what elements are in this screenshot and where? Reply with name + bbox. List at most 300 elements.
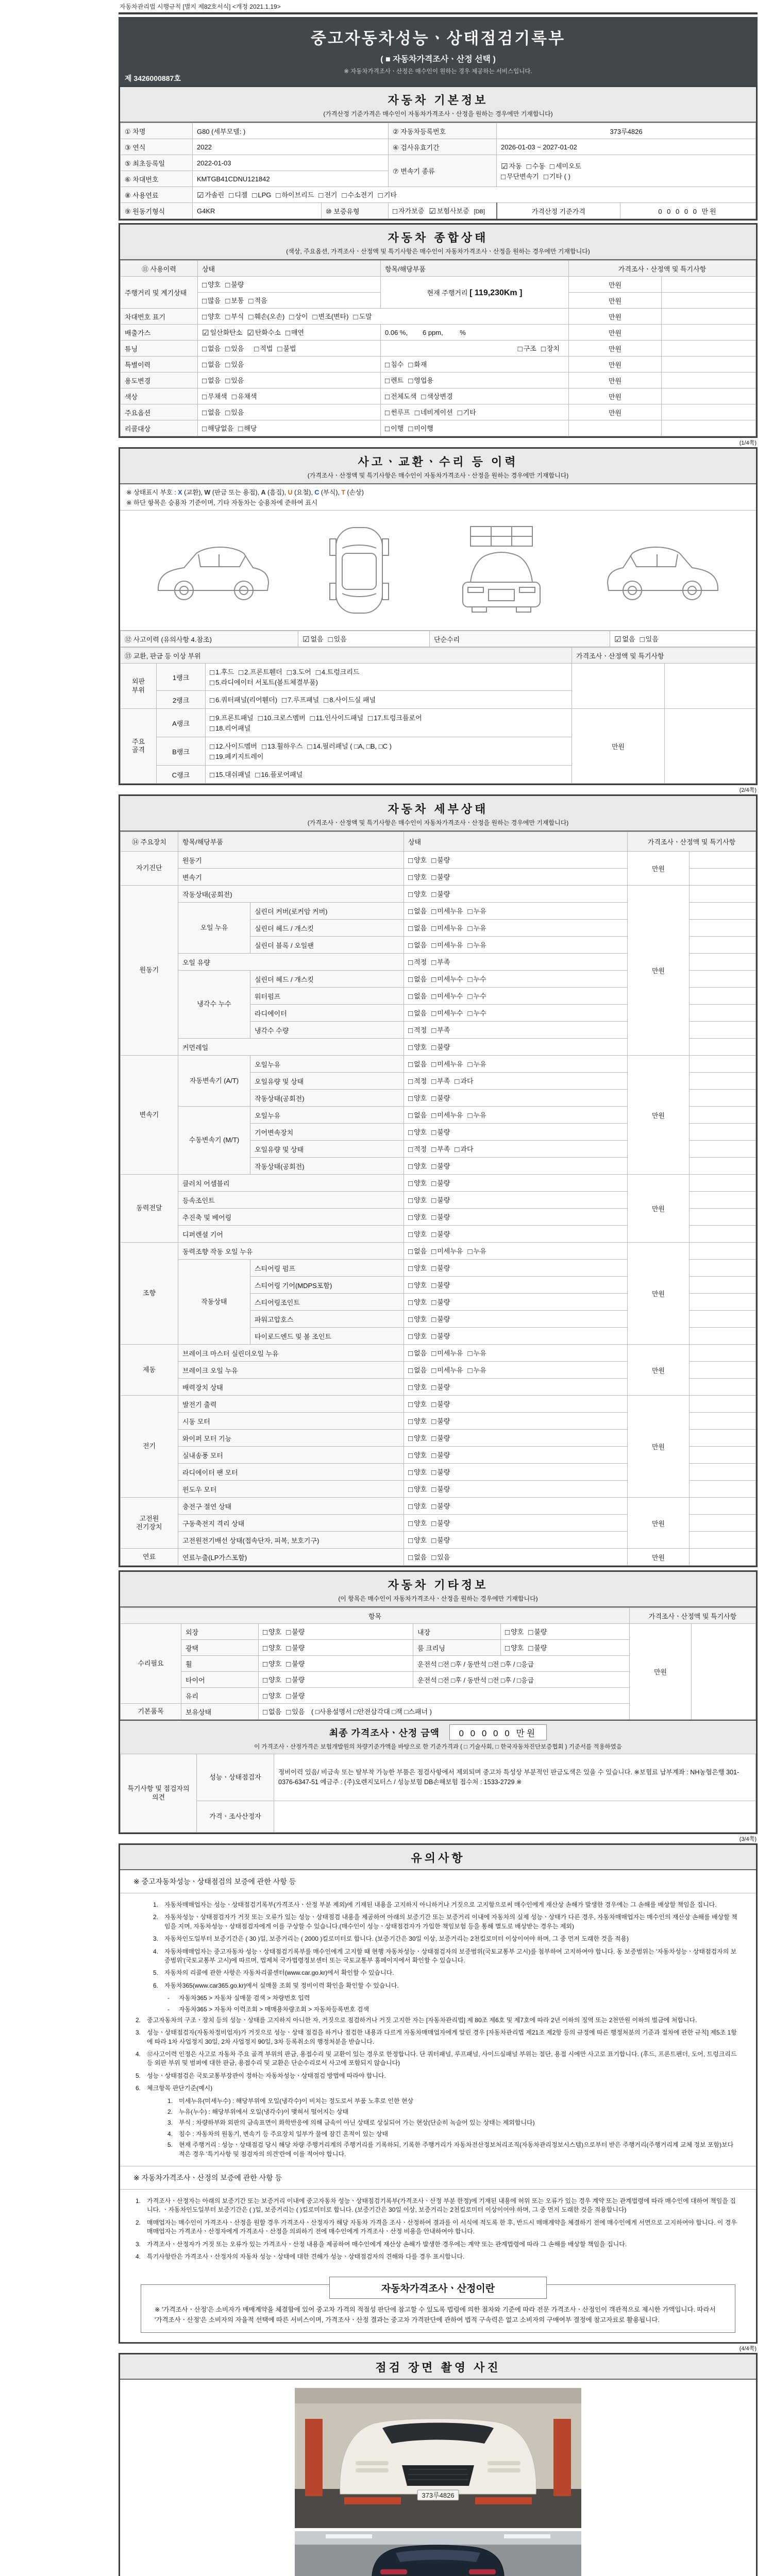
- checkbox-icon[interactable]: □: [431, 1553, 436, 1562]
- checkbox-icon[interactable]: □: [318, 191, 324, 200]
- checkbox-icon[interactable]: □: [455, 1145, 460, 1154]
- checkbox-option[interactable]: [501, 162, 522, 170]
- checkbox-option[interactable]: [316, 668, 360, 676]
- checkbox-option[interactable]: [541, 345, 560, 352]
- checkbox-option[interactable]: [467, 1349, 486, 1357]
- checkbox-icon[interactable]: □: [408, 958, 413, 967]
- checkbox-icon[interactable]: □: [431, 924, 436, 933]
- checkbox-option[interactable]: [431, 1434, 450, 1442]
- checkbox-icon[interactable]: □: [263, 1628, 268, 1637]
- checkbox-icon[interactable]: □: [276, 191, 281, 200]
- checkbox-option[interactable]: [431, 1060, 463, 1068]
- checkbox-icon[interactable]: □: [408, 924, 413, 933]
- checkbox-icon[interactable]: □: [231, 393, 237, 401]
- checkbox-option[interactable]: [254, 345, 273, 352]
- checkbox-option[interactable]: [408, 1162, 427, 1170]
- checkbox-icon[interactable]: □: [467, 1009, 473, 1018]
- checkbox-option[interactable]: [202, 393, 227, 400]
- checkbox-icon[interactable]: □: [225, 345, 230, 353]
- checkbox-option[interactable]: [285, 329, 304, 336]
- checkbox-icon[interactable]: □: [225, 377, 230, 385]
- checkbox-icon[interactable]: □: [467, 1060, 473, 1069]
- checkbox-icon[interactable]: □: [263, 1676, 268, 1685]
- checkbox-icon[interactable]: □: [408, 992, 413, 1001]
- checkbox-option[interactable]: [232, 393, 257, 400]
- checkbox-icon[interactable]: □: [431, 992, 436, 1001]
- checkbox-icon[interactable]: □: [431, 1485, 436, 1494]
- checkbox-icon[interactable]: □: [385, 377, 390, 385]
- checkbox-option[interactable]: [458, 409, 476, 416]
- checkbox-option[interactable]: [328, 635, 347, 643]
- checkbox-option[interactable]: [431, 1043, 450, 1051]
- checkbox-icon[interactable]: □: [239, 668, 244, 677]
- checkbox-option[interactable]: [286, 1628, 305, 1636]
- checkbox-option[interactable]: [210, 696, 277, 704]
- checkbox-option[interactable]: [408, 1213, 427, 1221]
- checkbox-icon[interactable]: □: [210, 679, 215, 687]
- checkbox-option[interactable]: [408, 1366, 427, 1374]
- checkbox-option[interactable]: [408, 873, 427, 881]
- checkbox-option[interactable]: [252, 191, 271, 199]
- checkbox-option[interactable]: [303, 635, 324, 643]
- checkbox-option[interactable]: [408, 1349, 427, 1357]
- checkbox-option[interactable]: [431, 856, 450, 864]
- checkbox-icon[interactable]: □: [202, 297, 207, 306]
- checkbox-icon[interactable]: □: [385, 425, 390, 433]
- checkbox-option[interactable]: [225, 297, 244, 304]
- checkbox-icon[interactable]: □: [431, 1400, 436, 1409]
- checkbox-icon[interactable]: □: [408, 856, 413, 865]
- checkbox-icon[interactable]: □: [252, 191, 257, 200]
- checkbox-option[interactable]: [408, 1230, 427, 1238]
- checkbox-icon[interactable]: □: [408, 1094, 413, 1103]
- checkbox-icon[interactable]: □: [431, 1213, 436, 1222]
- checkbox-icon[interactable]: □: [225, 361, 230, 369]
- checkbox-icon[interactable]: □: [517, 345, 523, 353]
- checkbox-option[interactable]: [431, 1281, 450, 1289]
- checkbox-option[interactable]: [431, 1009, 463, 1017]
- checkbox-option[interactable]: [467, 941, 486, 949]
- position-options[interactable]: 운전석 □전 □후 / 동반석 □전 □후 / □응급: [413, 1656, 630, 1672]
- checkbox-icon[interactable]: □: [286, 1692, 291, 1701]
- checkbox-icon[interactable]: □: [467, 1111, 473, 1120]
- checkbox-option[interactable]: [431, 1417, 450, 1425]
- checkbox-icon[interactable]: □: [431, 1519, 436, 1528]
- position-options[interactable]: 운전석 □전 □후 / 동반석 □전 □후 / □응급: [413, 1672, 630, 1688]
- checkbox-option[interactable]: [408, 1451, 427, 1459]
- checkbox-icon[interactable]: □: [528, 1644, 533, 1653]
- checkbox-option[interactable]: [431, 1315, 450, 1323]
- checkbox-option[interactable]: [225, 345, 244, 352]
- checkbox-option[interactable]: [431, 975, 463, 983]
- checkbox-option[interactable]: [353, 313, 372, 320]
- checkbox-icon[interactable]: □: [248, 297, 254, 306]
- checkbox-icon[interactable]: □: [457, 409, 462, 417]
- checkbox-option[interactable]: [286, 1676, 305, 1684]
- checkbox-option[interactable]: [431, 1111, 463, 1119]
- checkbox-icon[interactable]: □: [408, 1553, 413, 1562]
- checkbox-option[interactable]: [467, 1009, 486, 1017]
- checkbox-icon[interactable]: □: [431, 958, 436, 967]
- checkbox-icon[interactable]: □: [431, 1077, 436, 1086]
- checkbox-icon[interactable]: □: [505, 1644, 510, 1653]
- checkbox-icon[interactable]: □: [258, 714, 263, 723]
- checkbox-icon[interactable]: □: [408, 1264, 413, 1273]
- checkbox-icon[interactable]: □: [541, 345, 546, 353]
- checkbox-icon[interactable]: □: [528, 1628, 533, 1637]
- checkbox-icon[interactable]: □: [431, 1009, 436, 1018]
- checkbox-option[interactable]: [431, 1179, 450, 1187]
- checkbox-option[interactable]: [248, 313, 284, 320]
- checkbox-icon[interactable]: □: [408, 1213, 413, 1222]
- checkbox-option[interactable]: [431, 873, 450, 881]
- checkbox-icon[interactable]: □: [202, 361, 207, 369]
- checkbox-option[interactable]: [202, 377, 221, 384]
- checkbox-option[interactable]: [263, 1676, 281, 1684]
- checkbox-icon[interactable]: □: [431, 856, 436, 865]
- checkbox-option[interactable]: [197, 191, 224, 199]
- checkbox-option[interactable]: [408, 1145, 427, 1153]
- checkbox-option[interactable]: [282, 696, 319, 704]
- checkbox-icon[interactable]: □: [202, 281, 207, 290]
- car-diagram-top-view[interactable]: [315, 521, 403, 619]
- checkbox-option[interactable]: [431, 1230, 450, 1238]
- checkbox-option[interactable]: [431, 1332, 450, 1340]
- checkbox-icon[interactable]: □: [225, 313, 230, 321]
- checkbox-icon[interactable]: □: [408, 890, 413, 899]
- checkbox-option[interactable]: [408, 1077, 427, 1085]
- checkbox-option[interactable]: [431, 992, 463, 1000]
- checkbox-icon[interactable]: □: [408, 1077, 413, 1086]
- checkbox-option[interactable]: [467, 992, 486, 1000]
- checkbox-option[interactable]: [289, 313, 308, 320]
- checkbox-icon[interactable]: □: [431, 907, 436, 916]
- checkbox-option[interactable]: [202, 409, 221, 416]
- checkbox-option[interactable]: [431, 1519, 450, 1527]
- checkbox-option[interactable]: [408, 1094, 427, 1102]
- checkbox-icon[interactable]: □: [408, 1009, 413, 1018]
- checkbox-option[interactable]: [385, 425, 404, 432]
- checkbox-icon[interactable]: □: [640, 635, 645, 644]
- checkbox-option[interactable]: [431, 1213, 450, 1221]
- checkbox-option[interactable]: [307, 742, 392, 750]
- checkbox-icon[interactable]: □: [210, 753, 215, 761]
- checkbox-option[interactable]: [408, 1502, 427, 1510]
- checkbox-option[interactable]: [431, 1485, 450, 1493]
- checkbox-option[interactable]: [263, 1644, 281, 1652]
- checkbox-option[interactable]: [385, 361, 404, 368]
- checkbox-icon[interactable]: □: [467, 975, 473, 984]
- checkbox-icon[interactable]: □: [225, 297, 230, 306]
- checkbox-icon[interactable]: □: [431, 1315, 436, 1324]
- checkbox-option[interactable]: [262, 742, 303, 750]
- checkbox-icon[interactable]: □: [431, 890, 436, 899]
- checkbox-option[interactable]: [408, 924, 427, 932]
- checkbox-option[interactable]: [318, 191, 337, 199]
- checkbox-icon[interactable]: □: [431, 1332, 436, 1341]
- checkbox-icon[interactable]: □: [431, 1451, 436, 1460]
- checkbox-option[interactable]: [467, 1111, 486, 1119]
- checkbox-icon[interactable]: □: [431, 1417, 436, 1426]
- checkbox-icon[interactable]: □: [421, 393, 426, 401]
- checkbox-option[interactable]: [429, 207, 469, 215]
- checkbox-option[interactable]: [431, 1553, 450, 1561]
- checkbox-icon[interactable]: □: [408, 1502, 413, 1511]
- checkbox-option[interactable]: [408, 361, 427, 368]
- checkbox-option[interactable]: [408, 1247, 427, 1255]
- checkbox-option[interactable]: [225, 313, 244, 320]
- checkbox-icon[interactable]: □: [312, 313, 317, 321]
- checkbox-option[interactable]: [518, 345, 536, 352]
- checkbox-icon[interactable]: □: [202, 345, 207, 353]
- checkbox-icon[interactable]: □: [385, 361, 390, 369]
- checkbox-icon[interactable]: □: [385, 393, 390, 401]
- checkbox-option[interactable]: [431, 1451, 450, 1459]
- checkbox-option[interactable]: [431, 1196, 450, 1204]
- checkbox-option[interactable]: [277, 345, 296, 352]
- checkbox-icon[interactable]: □: [467, 1349, 473, 1358]
- checkbox-option[interactable]: [342, 191, 373, 199]
- checkbox-icon[interactable]: □: [408, 425, 413, 433]
- checkbox-icon[interactable]: □: [408, 1128, 413, 1137]
- checkbox-icon[interactable]: □: [254, 345, 259, 353]
- checkbox-icon[interactable]: □: [455, 1077, 460, 1086]
- checkbox-icon[interactable]: □: [408, 1043, 413, 1052]
- checkbox-option[interactable]: [210, 679, 318, 686]
- checkbox-option[interactable]: [455, 1145, 473, 1153]
- checkbox-icon[interactable]: □: [408, 907, 413, 916]
- checkbox-option[interactable]: [255, 771, 303, 778]
- checkbox-icon[interactable]: □: [286, 1708, 291, 1717]
- checkbox-option[interactable]: [408, 425, 433, 432]
- checkbox-option[interactable]: [393, 207, 424, 215]
- checkbox-option[interactable]: [505, 1628, 524, 1636]
- checkbox-icon[interactable]: □: [202, 313, 207, 321]
- checkbox-option[interactable]: [263, 1708, 281, 1716]
- checkbox-icon[interactable]: □: [315, 668, 321, 677]
- checkbox-icon[interactable]: □: [408, 1196, 413, 1205]
- checkbox-icon[interactable]: □: [431, 1128, 436, 1137]
- car-diagram-right-side[interactable]: [600, 521, 729, 619]
- checkbox-icon[interactable]: □: [210, 668, 215, 677]
- checkbox-icon[interactable]: □: [408, 1315, 413, 1324]
- checkbox-icon[interactable]: □: [324, 696, 329, 705]
- checkbox-icon[interactable]: □: [431, 1468, 436, 1477]
- checkbox-option[interactable]: [408, 1043, 427, 1051]
- checkbox-icon[interactable]: □: [408, 1536, 413, 1545]
- checkbox-option[interactable]: [431, 1349, 463, 1357]
- checkbox-option[interactable]: [408, 941, 427, 949]
- checkbox-option[interactable]: [640, 635, 659, 643]
- checkbox-icon[interactable]: □: [202, 377, 207, 385]
- checkbox-option[interactable]: [408, 1400, 427, 1408]
- checkbox-option[interactable]: [408, 1264, 427, 1272]
- checkbox-icon[interactable]: □: [501, 172, 506, 181]
- checkbox-option[interactable]: [378, 191, 397, 199]
- checkbox-option[interactable]: [431, 1145, 450, 1153]
- checkbox-option[interactable]: [202, 297, 221, 304]
- checkbox-option[interactable]: [408, 1196, 427, 1204]
- checkbox-option[interactable]: [248, 297, 267, 304]
- checkbox-icon[interactable]: □: [467, 924, 473, 933]
- checkbox-option[interactable]: [408, 1298, 427, 1306]
- checkbox-option[interactable]: [408, 1383, 427, 1391]
- checkbox-icon[interactable]: □: [210, 771, 215, 779]
- checkbox-icon[interactable]: □: [408, 1060, 413, 1069]
- checkbox-icon[interactable]: □: [408, 1519, 413, 1528]
- checkbox-icon[interactable]: □: [467, 1366, 473, 1375]
- checkbox-option[interactable]: [202, 313, 221, 320]
- checkbox-option[interactable]: [408, 856, 427, 864]
- checkbox-icon[interactable]: □: [286, 1644, 291, 1653]
- checkbox-icon[interactable]: □: [408, 1298, 413, 1307]
- checkbox-option[interactable]: [210, 742, 257, 750]
- checkbox-icon[interactable]: □: [287, 668, 292, 677]
- checkbox-option[interactable]: [467, 924, 486, 932]
- checkbox-option[interactable]: [210, 668, 234, 676]
- checkbox-option[interactable]: [385, 377, 404, 384]
- checkbox-option[interactable]: [408, 1417, 427, 1425]
- checkbox-icon[interactable]: □: [431, 1349, 436, 1358]
- checkbox-option[interactable]: [431, 1247, 463, 1255]
- checkbox-icon[interactable]: □: [368, 714, 373, 723]
- checkbox-icon[interactable]: □: [505, 1628, 510, 1637]
- checkbox-option[interactable]: [408, 1179, 427, 1187]
- checkbox-option[interactable]: [202, 281, 221, 289]
- checkbox-icon[interactable]: □: [431, 975, 436, 984]
- checkbox-option[interactable]: [528, 1628, 547, 1636]
- checkbox-option[interactable]: [202, 361, 221, 368]
- checkbox-icon[interactable]: □: [408, 1026, 413, 1035]
- checkbox-icon[interactable]: □: [202, 409, 207, 417]
- checkbox-option[interactable]: [544, 173, 570, 180]
- checkbox-icon[interactable]: □: [431, 1434, 436, 1443]
- checkbox-icon[interactable]: □: [467, 907, 473, 916]
- checkbox-option[interactable]: [210, 714, 254, 722]
- checkbox-option[interactable]: [229, 191, 247, 199]
- checkbox-icon[interactable]: □: [289, 313, 294, 321]
- checkbox-icon[interactable]: □: [526, 162, 531, 171]
- checkbox-icon[interactable]: □: [431, 1026, 436, 1035]
- checkbox-icon[interactable]: □: [431, 1230, 436, 1239]
- checkbox-icon[interactable]: □: [408, 1417, 413, 1426]
- checkbox-icon[interactable]: □: [408, 1366, 413, 1375]
- checkbox-icon[interactable]: □: [431, 1162, 436, 1171]
- checkbox-icon[interactable]: ☑: [202, 329, 209, 337]
- checkbox-option[interactable]: [202, 329, 242, 336]
- emission-values[interactable]: 0.06 %, 6 ppm, %: [381, 325, 569, 341]
- checkbox-icon[interactable]: □: [408, 1434, 413, 1443]
- checkbox-icon[interactable]: ☑: [429, 207, 436, 216]
- checkbox-option[interactable]: [263, 1692, 281, 1700]
- checkbox-option[interactable]: [431, 907, 463, 915]
- checkbox-icon[interactable]: □: [408, 1485, 413, 1494]
- checkbox-option[interactable]: [431, 924, 463, 932]
- checkbox-option[interactable]: [247, 329, 281, 336]
- checkbox-option[interactable]: [202, 345, 221, 352]
- checkbox-icon[interactable]: □: [414, 409, 419, 417]
- checkbox-option[interactable]: [408, 1332, 427, 1340]
- checkbox-option[interactable]: [408, 890, 427, 898]
- checkbox-icon[interactable]: □: [431, 1247, 436, 1256]
- checkbox-option[interactable]: [408, 1519, 427, 1527]
- checkbox-option[interactable]: [431, 1502, 450, 1510]
- checkbox-option[interactable]: [238, 425, 257, 432]
- checkbox-option[interactable]: [368, 714, 422, 722]
- checkbox-icon[interactable]: □: [431, 1060, 436, 1069]
- checkbox-option[interactable]: [239, 668, 282, 676]
- checkbox-option[interactable]: [431, 1162, 450, 1170]
- checkbox-icon[interactable]: □: [282, 696, 287, 705]
- checkbox-option[interactable]: [310, 714, 364, 722]
- checkbox-option[interactable]: [258, 714, 306, 722]
- checkbox-option[interactable]: [210, 724, 250, 732]
- checkbox-option[interactable]: [431, 941, 463, 949]
- checkbox-icon[interactable]: □: [408, 361, 413, 369]
- checkbox-option[interactable]: [408, 1026, 427, 1034]
- checkbox-option[interactable]: [467, 1366, 486, 1374]
- checkbox-option[interactable]: [286, 1692, 305, 1700]
- checkbox-icon[interactable]: □: [431, 1196, 436, 1205]
- checkbox-icon[interactable]: □: [286, 1676, 291, 1685]
- checkbox-option[interactable]: [210, 771, 250, 778]
- checkbox-icon[interactable]: □: [431, 1111, 436, 1120]
- checkbox-option[interactable]: [550, 162, 581, 170]
- checkbox-icon[interactable]: □: [285, 329, 290, 337]
- checkbox-option[interactable]: [415, 409, 453, 416]
- checkbox-option[interactable]: [408, 1536, 427, 1544]
- checkbox-icon[interactable]: □: [286, 1660, 291, 1669]
- checkbox-option[interactable]: [505, 1644, 524, 1652]
- checkbox-icon[interactable]: □: [408, 1451, 413, 1460]
- checkbox-option[interactable]: [431, 1298, 450, 1306]
- checkbox-icon[interactable]: □: [277, 345, 282, 353]
- checkbox-icon[interactable]: □: [467, 1247, 473, 1256]
- checkbox-option[interactable]: [431, 1094, 450, 1102]
- checkbox-option[interactable]: [225, 377, 244, 384]
- checkbox-option[interactable]: [431, 890, 450, 898]
- checkbox-option[interactable]: [467, 907, 486, 915]
- checkbox-icon[interactable]: □: [549, 162, 554, 171]
- checkbox-option[interactable]: [431, 958, 450, 966]
- checkbox-icon[interactable]: □: [263, 1644, 268, 1653]
- checkbox-icon[interactable]: ☑: [197, 191, 204, 200]
- checkbox-option[interactable]: [527, 162, 545, 170]
- checkbox-option[interactable]: [467, 975, 486, 983]
- checkbox-option[interactable]: [467, 1060, 486, 1068]
- checkbox-option[interactable]: [408, 1060, 427, 1068]
- checkbox-icon[interactable]: □: [408, 873, 413, 882]
- checkbox-option[interactable]: [431, 1366, 463, 1374]
- checkbox-option[interactable]: [263, 1660, 281, 1668]
- checkbox-icon[interactable]: ☑: [303, 635, 310, 644]
- checkbox-icon[interactable]: □: [543, 172, 548, 181]
- checkbox-icon[interactable]: □: [431, 1366, 436, 1375]
- inspection-photo-rear[interactable]: [295, 2531, 581, 2576]
- checkbox-option[interactable]: [287, 668, 311, 676]
- checkbox-icon[interactable]: □: [210, 696, 215, 705]
- checkbox-icon[interactable]: □: [467, 941, 473, 950]
- checkbox-option[interactable]: [324, 696, 376, 704]
- checkbox-option[interactable]: [225, 281, 244, 289]
- checkbox-option[interactable]: [431, 1077, 450, 1085]
- checkbox-icon[interactable]: □: [408, 1468, 413, 1477]
- checkbox-icon[interactable]: □: [408, 1230, 413, 1239]
- checkbox-option[interactable]: [408, 1281, 427, 1289]
- checkbox-icon[interactable]: □: [342, 191, 347, 200]
- checkbox-icon[interactable]: □: [307, 742, 312, 751]
- checkbox-icon[interactable]: ☑: [501, 162, 508, 171]
